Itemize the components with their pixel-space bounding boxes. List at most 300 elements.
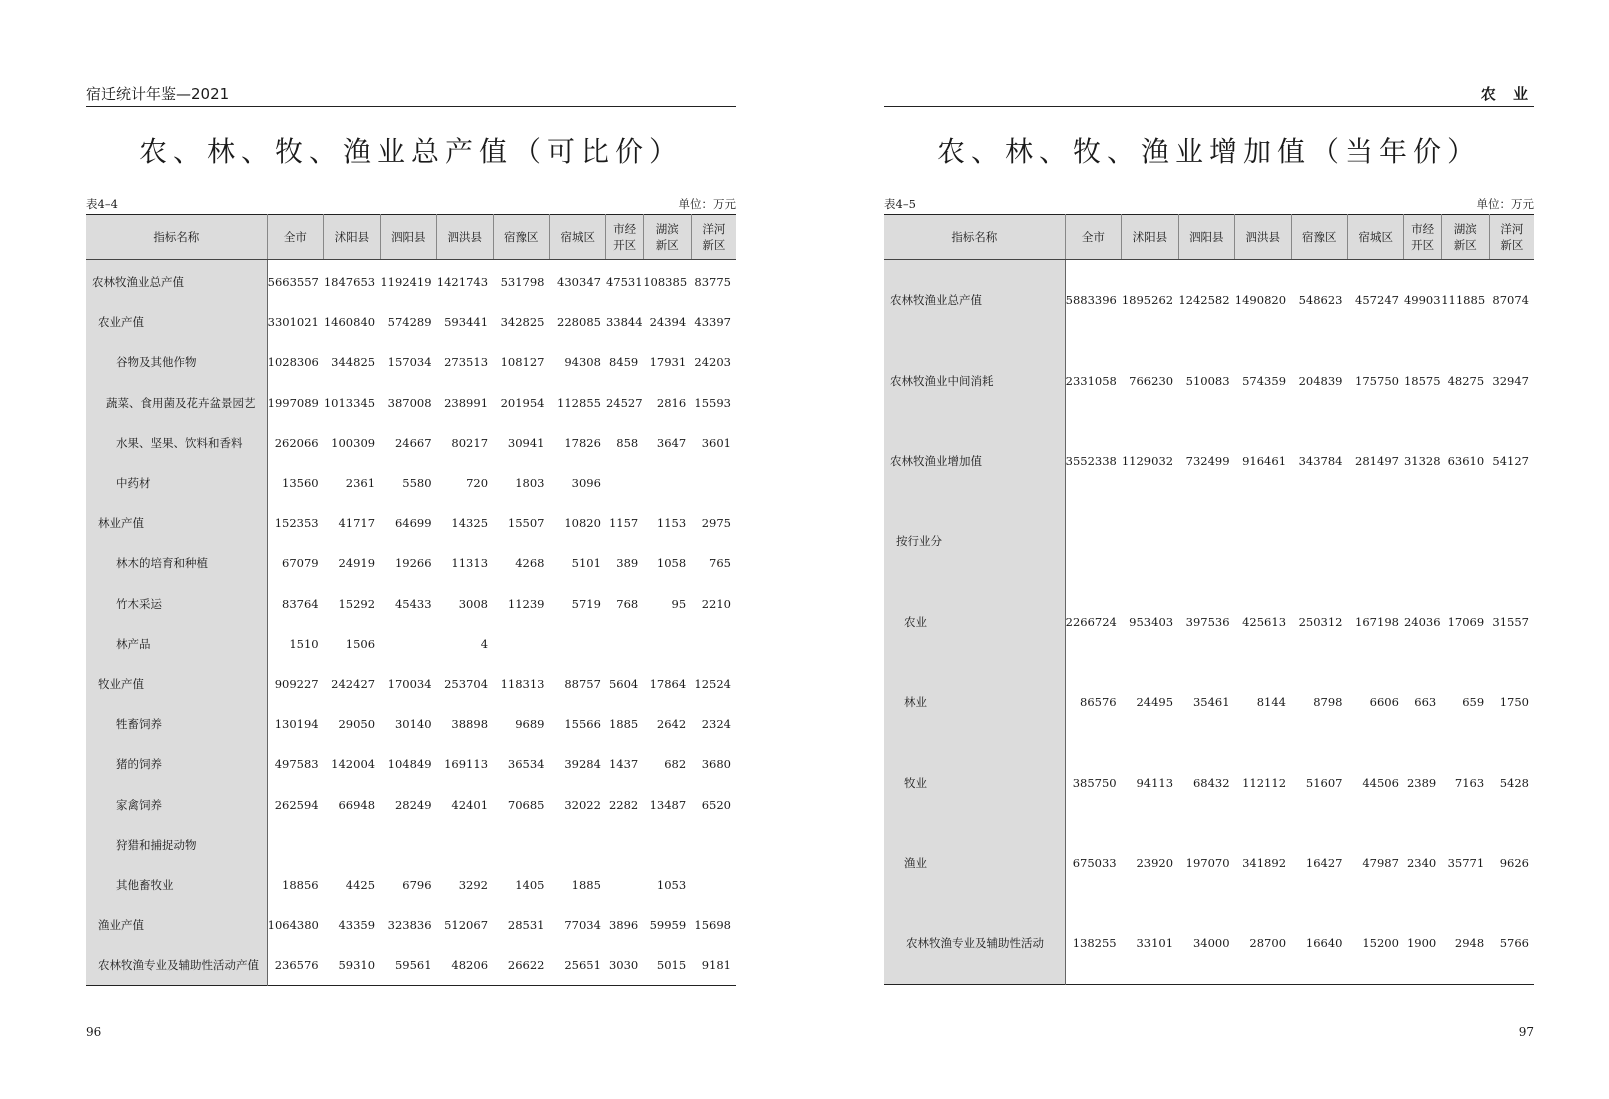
table-cell: 112855 (557, 395, 601, 410)
row-label: 农林牧渔专业及辅助性活动产值 (86, 945, 267, 986)
table-cell: 5719 (571, 596, 601, 611)
table-cell (549, 624, 605, 664)
table-cell: 2324 (701, 717, 731, 732)
table-cell (1065, 501, 1121, 581)
column-header: 湖滨 新区 (1441, 215, 1489, 260)
row-label: 渔业产值 (86, 905, 267, 945)
table-cell: 262594 (274, 797, 319, 812)
table-cell: 204839 (1298, 373, 1343, 388)
table-cell: 1421743 (436, 275, 489, 290)
table-cell: 2361 (345, 476, 376, 491)
table-cell: 1510 (289, 636, 319, 651)
table-cell: 1064380 (267, 918, 319, 933)
table-row (86, 543, 736, 583)
table-cell: 3680 (701, 757, 731, 772)
table-cell: 1803 (515, 476, 545, 491)
table-cell: 59561 (394, 958, 432, 973)
table-cell: 242427 (331, 676, 376, 691)
table-cell: 4268 (515, 556, 545, 571)
table-cell: 83775 (694, 275, 731, 290)
table-cell: 25651 (564, 958, 601, 973)
table-cell (606, 463, 643, 503)
table-cell: 3601 (701, 435, 731, 450)
table-cell: 17864 (649, 676, 687, 691)
table-row (86, 584, 736, 624)
table-cell: 31557 (1492, 614, 1529, 629)
table-cell: 48275 (1447, 373, 1485, 388)
table-cell: 2282 (608, 797, 639, 812)
table-cell: 5428 (1499, 775, 1529, 790)
table-cell: 108385 (643, 275, 688, 290)
table-cell: 548623 (1298, 293, 1343, 308)
table-cell: 1242582 (1178, 293, 1230, 308)
table-cell: 11313 (451, 556, 489, 571)
table-cell (606, 825, 643, 865)
table-cell: 3552338 (1065, 453, 1117, 468)
table-cell: 253704 (444, 676, 489, 691)
table-cell: 497583 (274, 757, 319, 772)
table-meta-4-5 (884, 196, 1534, 212)
table-cell: 4 (480, 636, 489, 651)
table-cell (493, 825, 549, 865)
table-cell: 167198 (1355, 614, 1399, 629)
table-cell: 341892 (1242, 855, 1287, 870)
column-header: 泗洪县 (1235, 215, 1291, 260)
table-cell: 1028306 (267, 355, 319, 370)
table-cell: 28700 (1249, 936, 1287, 951)
table-cell: 47987 (1362, 855, 1399, 870)
table-cell: 94113 (1136, 775, 1174, 790)
table-cell: 7163 (1454, 775, 1485, 790)
table-cell: 5604 (608, 676, 639, 691)
table-cell: 1997089 (267, 395, 319, 410)
row-label: 农林牧渔业中间消耗 (884, 340, 1065, 420)
table-cell: 63610 (1447, 453, 1485, 468)
table-title-4-5: 农、林、牧、渔业增加值（当年价） (936, 135, 1481, 168)
table-cell: 30941 (507, 435, 545, 450)
row-label: 林业 (884, 662, 1065, 742)
column-header: 沭阳县 (324, 215, 380, 260)
table-cell: 43397 (694, 315, 731, 330)
table-row (884, 662, 1534, 742)
row-label: 按行业分 (884, 501, 1065, 581)
row-label: 竹木采运 (86, 584, 267, 624)
table-row (86, 704, 736, 744)
header-row (884, 215, 1534, 260)
table-cell: 28249 (394, 797, 432, 812)
table-cell: 14325 (451, 516, 489, 531)
table-cell (1235, 501, 1291, 581)
row-label: 农业 (884, 582, 1065, 662)
row-label: 谷物及其他作物 (86, 342, 267, 382)
table-cell: 510083 (1185, 373, 1230, 388)
table-cell: 766230 (1129, 373, 1174, 388)
table-number: 表4–4 (86, 197, 118, 211)
table-cell: 47531 (605, 275, 643, 290)
table-cell: 15698 (694, 918, 731, 933)
table-cell: 2642 (656, 717, 687, 732)
table-cell: 342825 (500, 315, 545, 330)
column-header: 宿豫区 (493, 215, 549, 260)
table-cell (549, 825, 605, 865)
table-cell: 8459 (608, 355, 639, 370)
column-header: 湖滨 新区 (643, 215, 691, 260)
table-cell: 130194 (274, 717, 319, 732)
table-cell: 3301021 (267, 315, 319, 330)
table-cell: 5883396 (1065, 293, 1117, 308)
row-label: 蔬菜、食用菌及花卉盆景园艺 (86, 383, 267, 423)
table-4-4 (86, 214, 736, 986)
table-cell: 2340 (1406, 855, 1437, 870)
table-cell: 281497 (1355, 453, 1399, 468)
table-cell: 38898 (451, 717, 489, 732)
table-cell (1347, 501, 1403, 581)
table-number: 表4–5 (884, 197, 916, 211)
row-label: 水果、坚果、饮料和香料 (86, 423, 267, 463)
table-cell: 6520 (701, 797, 731, 812)
table-cell: 916461 (1242, 453, 1287, 468)
table-cell (267, 825, 323, 865)
table-row (86, 865, 736, 905)
table-cell (324, 825, 380, 865)
table-cell (1489, 501, 1534, 581)
table-cell: 100309 (331, 435, 376, 450)
table-cell: 197070 (1185, 855, 1230, 870)
column-header: 市经 开区 (1404, 215, 1441, 260)
table-cell: 39284 (564, 757, 601, 772)
table-cell: 387008 (387, 395, 432, 410)
table-cell: 24394 (649, 315, 687, 330)
table-cell: 49903 (1403, 293, 1441, 308)
table-unit: 单位：万元 (1476, 197, 1534, 211)
row-label: 林业产值 (86, 503, 267, 543)
column-header: 沭阳县 (1122, 215, 1178, 260)
table-cell: 11239 (507, 596, 545, 611)
table-cell: 16427 (1305, 855, 1343, 870)
table-cell (606, 624, 643, 664)
table-cell: 397536 (1185, 614, 1230, 629)
table-cell: 12524 (694, 676, 731, 691)
table-cell: 36534 (507, 757, 545, 772)
row-label: 农林牧渔业总产值 (884, 260, 1065, 341)
table-cell: 953403 (1129, 614, 1174, 629)
table-row (86, 784, 736, 824)
table-cell: 531798 (500, 275, 545, 290)
table-cell: 16640 (1305, 936, 1343, 951)
table-cell: 5101 (571, 556, 601, 571)
table-cell: 24919 (338, 556, 376, 571)
table-row (86, 945, 736, 986)
table-cell: 2948 (1454, 936, 1485, 951)
row-label: 牧业产值 (86, 664, 267, 704)
row-label: 农林牧渔专业及辅助性活动 (884, 903, 1065, 984)
table-row (86, 423, 736, 463)
column-header: 洋河 新区 (1489, 215, 1534, 260)
table-cell: 1506 (345, 636, 376, 651)
table-cell: 17826 (564, 435, 601, 450)
table-cell: 385750 (1072, 775, 1117, 790)
table-row (884, 903, 1534, 984)
table-cell: 1058 (656, 556, 687, 571)
table-cell: 28531 (507, 918, 545, 933)
table-cell: 59310 (338, 958, 376, 973)
table-cell (643, 624, 691, 664)
table-cell: 33844 (605, 315, 643, 330)
table-row (884, 260, 1534, 341)
table-cell: 10820 (564, 516, 601, 531)
table-cell: 24527 (605, 395, 643, 410)
table-cell: 3896 (608, 918, 639, 933)
table-cell: 2331058 (1065, 373, 1117, 388)
table-cell: 2816 (656, 395, 687, 410)
page-number-right: 97 (1518, 1025, 1534, 1039)
table-cell: 33101 (1136, 936, 1174, 951)
table-cell: 169113 (444, 757, 489, 772)
table-cell: 170034 (387, 676, 432, 691)
table-cell: 64699 (394, 516, 432, 531)
table-cell: 42401 (451, 797, 489, 812)
table-cell: 77034 (564, 918, 601, 933)
table-cell: 262066 (274, 435, 319, 450)
table-row (86, 260, 736, 303)
table-cell: 70685 (507, 797, 545, 812)
row-label: 渔业 (884, 823, 1065, 903)
table-cell: 574289 (387, 315, 432, 330)
table-cell: 3647 (656, 435, 687, 450)
table-cell: 1885 (571, 877, 601, 892)
left-page (86, 0, 736, 1099)
table-cell: 15593 (694, 395, 731, 410)
table-cell: 9689 (515, 717, 545, 732)
table-cell (493, 624, 549, 664)
table-cell: 732499 (1185, 453, 1230, 468)
table-cell: 24495 (1136, 695, 1174, 710)
table-cell: 238991 (444, 395, 489, 410)
table-cell: 2210 (701, 596, 731, 611)
table-cell: 15200 (1362, 936, 1399, 951)
column-header: 宿城区 (549, 215, 605, 260)
table-cell: 4425 (345, 877, 376, 892)
table-cell: 15507 (507, 516, 545, 531)
table-cell: 175750 (1355, 373, 1399, 388)
table-cell: 343784 (1298, 453, 1343, 468)
table-cell: 768 (616, 596, 639, 611)
table-cell: 13560 (282, 476, 319, 491)
table-cell (1404, 501, 1441, 581)
table-row (884, 823, 1534, 903)
table-cell: 88757 (564, 676, 601, 691)
table-cell: 152353 (274, 516, 319, 531)
table-cell (691, 624, 736, 664)
table-cell: 1895262 (1121, 293, 1174, 308)
table-cell: 1490820 (1234, 293, 1287, 308)
table-cell: 1437 (608, 757, 639, 772)
table-cell: 24036 (1403, 614, 1441, 629)
table-row (86, 302, 736, 342)
running-head-right: 农 业 (884, 84, 1534, 107)
table-cell: 67079 (282, 556, 319, 571)
table-cell: 95 (671, 596, 687, 611)
table-cell: 236576 (274, 958, 319, 973)
table-cell: 430347 (557, 275, 601, 290)
table-cell: 94308 (564, 355, 601, 370)
table-cell: 425613 (1242, 614, 1287, 629)
table-unit: 单位：万元 (678, 197, 736, 211)
column-header-indicator: 指标名称 (86, 215, 267, 260)
table-row (884, 582, 1534, 662)
row-label: 狩猎和捕捉动物 (86, 825, 267, 865)
row-label: 其他畜牧业 (86, 865, 267, 905)
table-cell: 593441 (444, 315, 489, 330)
table-cell (1441, 501, 1489, 581)
row-label: 林木的培育和种植 (86, 543, 267, 583)
table-cell: 54127 (1492, 453, 1529, 468)
row-label: 林产品 (86, 624, 267, 664)
column-header: 全市 (1065, 215, 1121, 260)
table-cell: 24203 (694, 355, 731, 370)
table-row (884, 421, 1534, 501)
table-cell (1291, 501, 1347, 581)
table-cell: 138255 (1072, 936, 1117, 951)
table-row (884, 340, 1534, 420)
table-cell: 41717 (338, 516, 376, 531)
table-cell: 1053 (656, 877, 687, 892)
table-4-5 (884, 214, 1534, 985)
table-cell: 13487 (649, 797, 687, 812)
table-row (86, 744, 736, 784)
row-label: 农林牧渔业增加值 (884, 421, 1065, 501)
table-cell: 201954 (500, 395, 545, 410)
table-cell: 108127 (500, 355, 545, 370)
table-cell: 31328 (1403, 453, 1441, 468)
table-cell: 909227 (274, 676, 319, 691)
table-cell (691, 865, 736, 905)
table-row (86, 624, 736, 664)
row-label: 牧业 (884, 742, 1065, 822)
column-header: 宿豫区 (1291, 215, 1347, 260)
table-cell: 17069 (1447, 614, 1485, 629)
table-cell: 112112 (1242, 775, 1287, 790)
table-cell: 6796 (402, 877, 432, 892)
table-cell: 250312 (1298, 614, 1343, 629)
table-cell: 34000 (1192, 936, 1230, 951)
table-cell: 512067 (444, 918, 489, 933)
table-cell: 344825 (331, 355, 376, 370)
table-cell: 24667 (394, 435, 432, 450)
table-cell: 858 (616, 435, 639, 450)
table-cell: 35461 (1192, 695, 1230, 710)
table-cell: 15566 (564, 717, 601, 732)
table-cell: 29050 (338, 717, 376, 732)
table-cell (1178, 501, 1234, 581)
table-cell: 682 (664, 757, 687, 772)
row-label: 农林牧渔业总产值 (86, 260, 267, 303)
table-cell: 87074 (1492, 293, 1529, 308)
table-cell: 5580 (402, 476, 432, 491)
table-cell: 765 (709, 556, 731, 571)
table-cell: 18856 (282, 877, 319, 892)
table-cell: 1885 (608, 717, 639, 732)
table-row (86, 825, 736, 865)
column-header: 泗阳县 (1178, 215, 1234, 260)
table-cell (643, 825, 691, 865)
table-row (884, 501, 1534, 581)
table-cell: 15292 (338, 596, 376, 611)
table-cell: 1900 (1406, 936, 1437, 951)
table-cell: 23920 (1136, 855, 1174, 870)
column-header: 泗阳县 (380, 215, 436, 260)
column-header: 市经 开区 (606, 215, 643, 260)
table-cell: 574359 (1242, 373, 1287, 388)
table-cell: 228085 (557, 315, 601, 330)
table-cell: 1129032 (1121, 453, 1174, 468)
page-number-left: 96 (86, 1025, 102, 1039)
table-cell: 66948 (338, 797, 376, 812)
table-meta-4-4 (86, 196, 736, 212)
table-cell: 9181 (701, 958, 731, 973)
table-cell: 9626 (1499, 855, 1529, 870)
table-cell: 32022 (564, 797, 601, 812)
table-body (86, 260, 736, 986)
table-cell: 104849 (387, 757, 432, 772)
table-cell: 86576 (1080, 695, 1117, 710)
table-row (86, 463, 736, 503)
table-cell: 111885 (1441, 293, 1486, 308)
table-cell: 2266724 (1065, 614, 1117, 629)
table-row (86, 342, 736, 382)
column-header: 宿城区 (1347, 215, 1403, 260)
table-cell: 1192419 (380, 275, 432, 290)
table-cell: 1847653 (323, 275, 376, 290)
table-cell: 1013345 (323, 395, 376, 410)
table-cell: 675033 (1072, 855, 1117, 870)
table-cell: 3008 (458, 596, 489, 611)
table-cell (380, 825, 436, 865)
table-cell: 1157 (608, 516, 639, 531)
table-cell: 26622 (507, 958, 545, 973)
table-cell: 5663557 (267, 275, 319, 290)
table-cell: 19266 (394, 556, 432, 571)
table-cell: 1460840 (323, 315, 376, 330)
table-cell: 389 (616, 556, 639, 571)
row-label: 中药材 (86, 463, 267, 503)
running-head-left: 宿迁统计年鉴—2021 (86, 84, 736, 107)
table-cell: 80217 (451, 435, 489, 450)
table-cell: 5015 (656, 958, 687, 973)
table-cell: 2389 (1406, 775, 1437, 790)
table-cell: 48206 (451, 958, 489, 973)
table-cell (606, 865, 643, 905)
table-cell: 720 (466, 476, 489, 491)
table-cell: 43359 (338, 918, 376, 933)
table-cell (691, 463, 736, 503)
table-cell: 663 (1414, 695, 1437, 710)
row-label: 牲畜饲养 (86, 704, 267, 744)
table-cell: 3292 (458, 877, 489, 892)
row-label: 猪的饲养 (86, 744, 267, 784)
table-cell: 44506 (1362, 775, 1399, 790)
table-row (86, 503, 736, 543)
table-row (86, 905, 736, 945)
table-cell: 68432 (1192, 775, 1230, 790)
table-cell: 457247 (1355, 293, 1399, 308)
table-cell: 17931 (649, 355, 687, 370)
row-label: 家禽饲养 (86, 784, 267, 824)
table-cell: 1153 (656, 516, 687, 531)
table-cell (691, 825, 736, 865)
table-cell: 6606 (1369, 695, 1399, 710)
table-cell: 3096 (571, 476, 601, 491)
